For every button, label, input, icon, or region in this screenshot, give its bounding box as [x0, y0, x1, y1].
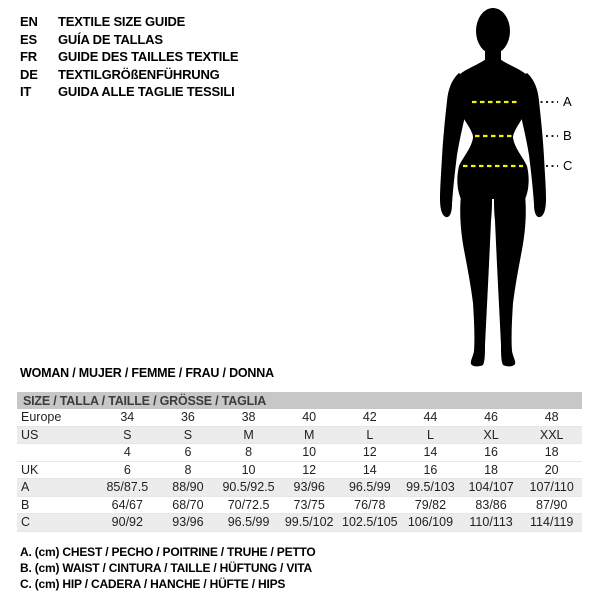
woman-silhouette-figure: [415, 3, 580, 373]
language-code: EN: [20, 14, 38, 30]
table-cell: 16: [423, 462, 438, 477]
table-cell: S: [123, 427, 132, 442]
size-table-body: [17, 409, 582, 532]
size-table-header: SIZE / TALLA / TAILLE / GRÖSSE / TAGLIA: [17, 392, 582, 409]
table-cell: 68/70: [172, 497, 204, 512]
table-cell: 93/96: [293, 480, 325, 495]
table-row-label: B: [21, 497, 30, 512]
language-label: GUÍA DE TALLAS: [58, 31, 163, 47]
woman-silhouette: [440, 8, 546, 366]
table-cell: 42: [362, 410, 377, 425]
measure-label-a: A: [563, 94, 572, 109]
table-cell: M: [303, 427, 315, 442]
table-cell: 104/107: [468, 480, 514, 495]
table-cell: L: [366, 427, 374, 442]
table-cell: 83/86: [475, 497, 507, 512]
table-cell: 18: [484, 462, 499, 477]
language-code: FR: [20, 49, 37, 65]
table-cell: 4: [123, 445, 131, 460]
language-label: GUIDA ALLE TAGLIE TESSILI: [58, 84, 235, 100]
table-cell: 88/90: [172, 480, 204, 495]
table-cell: 18: [544, 445, 559, 460]
legend-line-c: C. (cm) HIP / CADERA / HANCHE / HÜFTE / HIPS: [20, 577, 286, 591]
table-cell: 70/72.5: [227, 497, 270, 512]
table-cell: 79/82: [414, 497, 447, 512]
table-cell: M: [243, 427, 254, 442]
language-list: [20, 13, 238, 101]
table-cell: 44: [423, 410, 438, 425]
table-cell: 8: [184, 462, 192, 477]
table-cell: XL: [483, 427, 499, 442]
table-cell: L: [426, 427, 434, 442]
size-table: [17, 392, 582, 532]
table-row-label: A: [21, 480, 30, 495]
language-row: [20, 48, 238, 66]
table-row: [17, 479, 582, 497]
table-cell: 85/87.5: [106, 480, 149, 495]
table-row: [17, 497, 582, 515]
table-row: [17, 514, 582, 532]
language-row: [20, 31, 238, 49]
table-cell: 46: [484, 410, 499, 425]
table-row: [17, 462, 582, 480]
measure-label-b: B: [563, 128, 572, 143]
language-row: [20, 66, 238, 84]
table-cell: 107/110: [529, 480, 574, 495]
language-code: ES: [20, 31, 37, 47]
table-row-label: US: [21, 427, 39, 442]
table-cell: 102.5/105: [342, 515, 398, 530]
language-code: IT: [20, 84, 32, 100]
table-cell: 16: [484, 445, 499, 460]
table-cell: 6: [123, 462, 131, 477]
table-cell: 10: [302, 445, 317, 460]
table-cell: XXL: [539, 427, 564, 442]
table-cell: 76/78: [354, 497, 386, 512]
language-label: TEXTILGRÖßENFÜHRUNG: [58, 66, 220, 82]
table-cell: S: [183, 427, 193, 442]
legend-line-b: B. (cm) WAIST / CINTURA / TAILLE / HÜFTUNG / VITA: [20, 561, 312, 575]
table-cell: 12: [362, 445, 377, 460]
table-row: [17, 444, 582, 462]
language-label: GUIDE DES TAILLES TEXTILE: [58, 49, 239, 65]
table-row-label: Europe: [21, 410, 62, 425]
table-row: [17, 409, 582, 427]
table-cell: 73/75: [293, 497, 325, 512]
table-cell: 90.5/92.5: [222, 480, 275, 495]
table-cell: 99.5/102: [284, 515, 334, 530]
table-cell: 14: [362, 462, 377, 477]
language-label: TEXTILE SIZE GUIDE: [58, 14, 186, 30]
table-cell: 110/113: [469, 515, 513, 530]
table-cell: 36: [180, 410, 195, 425]
table-cell: 106/109: [407, 515, 454, 530]
table-cell: 34: [120, 410, 135, 425]
table-cell: 12: [302, 462, 317, 477]
table-cell: 93/96: [172, 515, 204, 530]
table-cell: 10: [241, 462, 256, 477]
table-cell: 48: [544, 410, 559, 425]
measure-label-c: C: [563, 158, 573, 173]
table-cell: 6: [184, 445, 192, 460]
table-cell: 90/92: [111, 515, 143, 530]
table-cell: 96.5/99: [227, 515, 270, 530]
table-row-label: C: [21, 515, 31, 530]
table-cell: 64/67: [111, 497, 143, 512]
section-title-woman: WOMAN / MUJER / FEMME / FRAU / DONNA: [20, 366, 274, 380]
language-row: [20, 83, 238, 101]
measurement-legend: [20, 544, 316, 592]
table-cell: 20: [544, 462, 559, 477]
language-code: DE: [20, 66, 38, 82]
table-cell: 96.5/99: [348, 480, 391, 495]
table-cell: 114/119: [530, 515, 574, 530]
table-cell: 87/90: [536, 497, 568, 512]
table-cell: 38: [241, 410, 256, 425]
table-row-label: UK: [21, 462, 39, 477]
table-cell: 99.5/103: [406, 480, 455, 495]
language-row: [20, 13, 238, 31]
table-cell: 14: [423, 445, 438, 460]
table-row: [17, 427, 582, 445]
legend-line-a: A. (cm) CHEST / PECHO / POITRINE / TRUHE / PETTO: [20, 545, 316, 559]
table-cell: 40: [302, 410, 317, 425]
table-cell: 8: [245, 445, 253, 460]
